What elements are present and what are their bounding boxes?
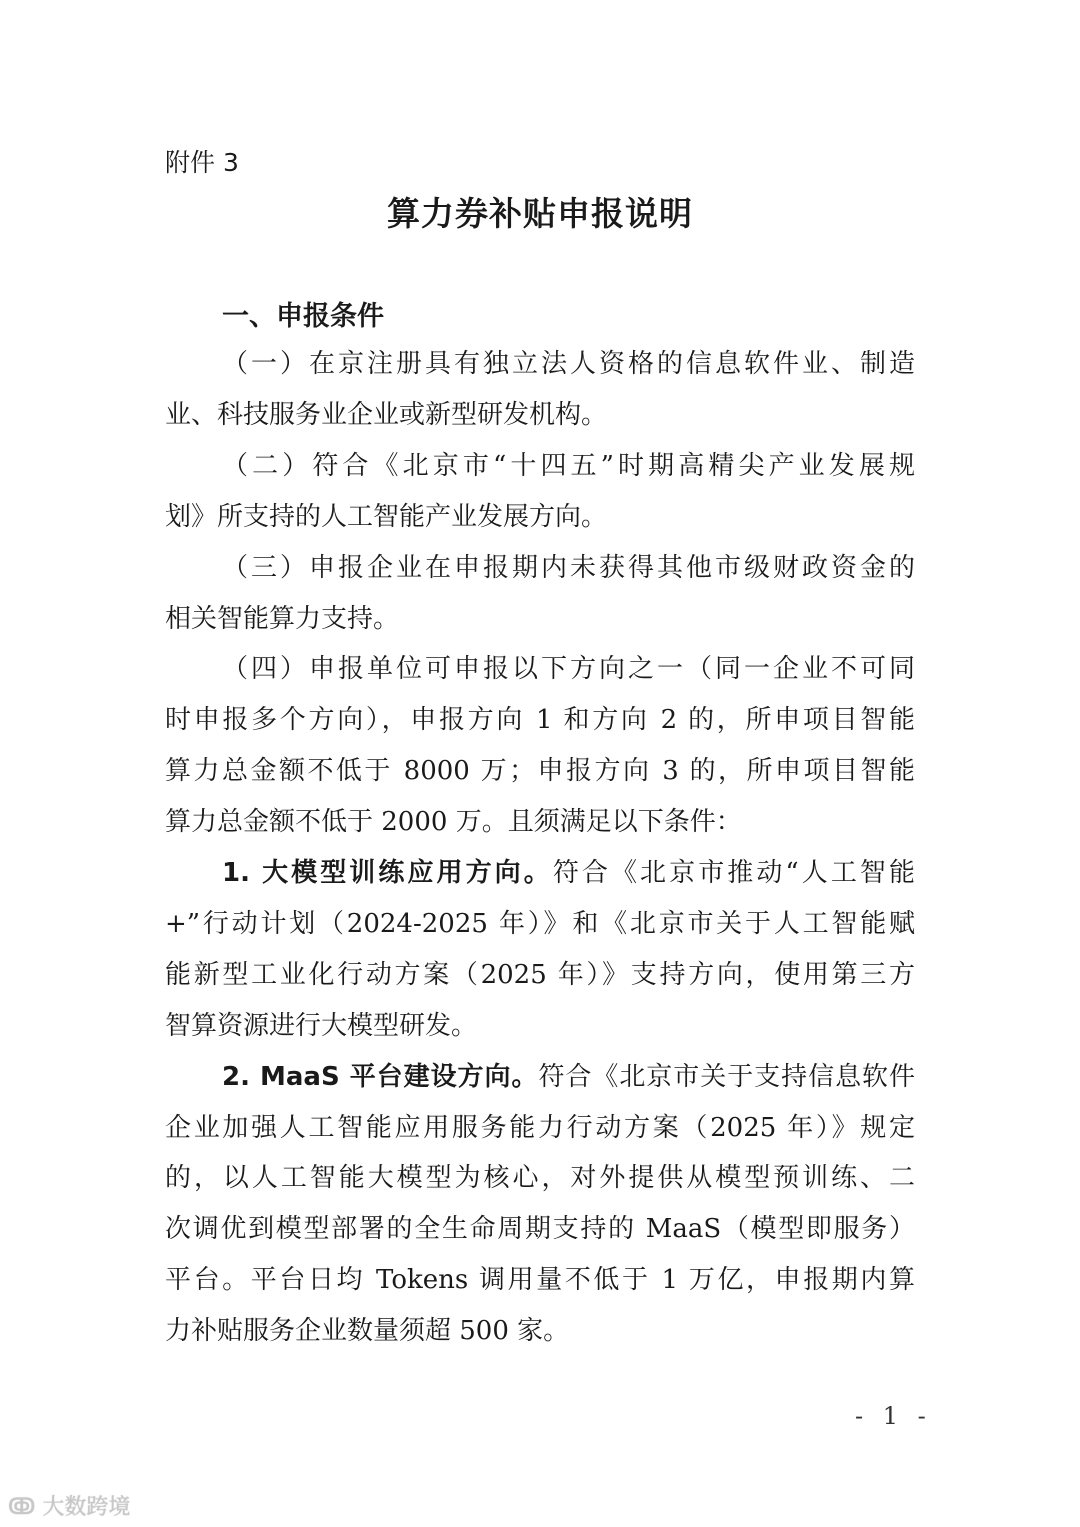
body-line [165, 1314, 915, 1348]
watermark-icon: ↂ [8, 1495, 43, 1520]
bold-lead: 1. 大模型训练应用方向。 [222, 858, 553, 888]
body-line [165, 958, 915, 992]
document-title: 算力券补贴申报说明 [387, 194, 693, 233]
body-line [222, 652, 915, 686]
line-text: 划》所支持的人工智能产业发展方向。 [165, 501, 608, 532]
attachment-label: 附件 3 [165, 148, 239, 177]
body-line [165, 907, 915, 941]
body-line [222, 449, 915, 483]
line-text: （四）申报单位可申报以下方向之一（同一企业不可同 [222, 654, 915, 685]
line-text: 平台。平台日均 Tokens 调用量不低于 1 万亿，申报期内算 [165, 1265, 915, 1296]
body-line [222, 347, 915, 381]
line-text: 时申报多个方向），申报方向 1 和方向 2 的，所申项目智能 [165, 705, 915, 736]
line-text: 符合《北京市推动“人工智能 [552, 858, 915, 888]
line-text: 能新型工业化行动方案（2025 年）》支持方向，使用第三方 [165, 959, 915, 990]
bold-lead: 2. MaaS 平台建设方向。 [222, 1061, 539, 1092]
line-text: 算力总金额不低于 8000 万；申报方向 3 的，所申项目智能 [165, 756, 915, 787]
line-text: 力补贴服务企业数量须超 500 家。 [165, 1316, 570, 1347]
body-line [165, 398, 915, 432]
body-line [165, 602, 915, 636]
body-line [165, 500, 915, 534]
line-text: 次调优到模型部署的全生命周期支持的 MaaS（模型即服务） [165, 1214, 915, 1245]
body-line [165, 1212, 915, 1246]
line-text: +”行动计划（2024-2025 年）》和《北京市关于人工智能赋 [165, 908, 915, 939]
line-text: （一）在京注册具有独立法人资格的信息软件业、制造 [222, 349, 915, 379]
line-text: 智算资源进行大模型研发。 [165, 1010, 478, 1041]
watermark-text: 大数跨境 [42, 1495, 131, 1520]
line-text: 算力总金额不低于 2000 万。且须满足以下条件： [165, 807, 742, 838]
body-line [165, 754, 915, 788]
body-line [222, 551, 915, 585]
line-text: 企业加强人工智能应用服务能力行动方案（2025 年）》规定 [165, 1112, 915, 1143]
body-line [165, 1009, 915, 1043]
body-line [165, 1161, 915, 1195]
body-line [222, 856, 915, 890]
watermark-logo [8, 1490, 130, 1521]
line-text: 相关智能算力支持。 [165, 603, 400, 634]
body-line [165, 1263, 915, 1297]
line-text: 的，以人工智能大模型为核心，对外提供从模型预训练、二 [165, 1163, 915, 1194]
line-text: （三）申报企业在申报期内未获得其他市级财政资金的 [222, 552, 915, 583]
line-text: （二）符合《北京市“十四五”时期高精尖产业发展规 [222, 450, 915, 481]
section-heading: 一、申报条件 [222, 301, 384, 332]
page-number: - 1 - [855, 1402, 932, 1430]
body-line [165, 1111, 915, 1145]
body-line [165, 805, 915, 839]
line-text: 符合《北京市关于支持信息软件 [538, 1061, 915, 1092]
body-line [165, 703, 915, 737]
line-text: 业、科技服务业企业或新型研发机构。 [165, 399, 608, 430]
body-line [222, 1060, 915, 1094]
